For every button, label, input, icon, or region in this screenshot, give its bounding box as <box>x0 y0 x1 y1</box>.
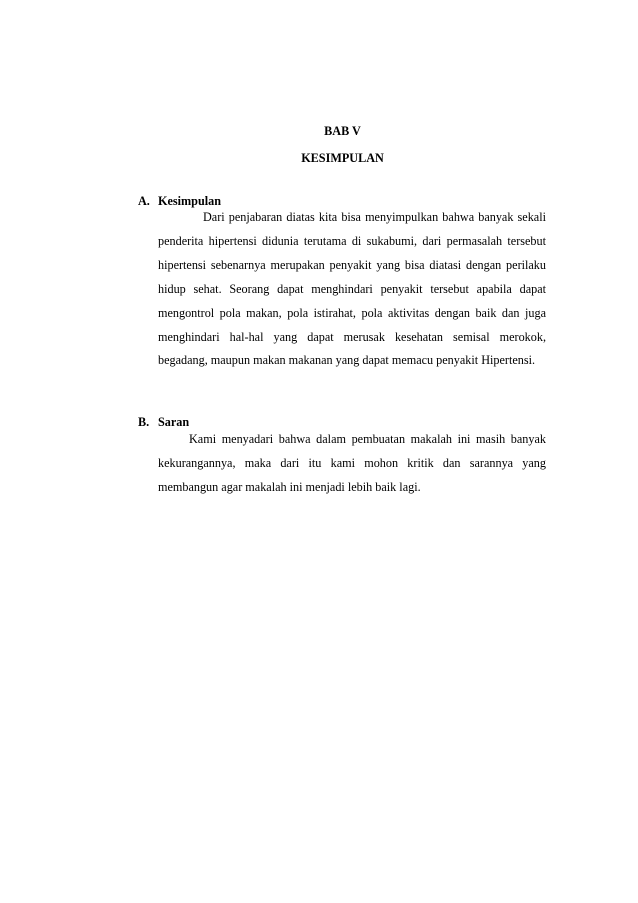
section-body-kesimpulan: Dari penjabaran diatas kita bisa menyimpulkan bahwa banyak sekali penderita hipertensi didunia terutama di sukabumi, dari permasalah tersebut hipertensi sebenarnya merupakan penyakit yang bisa diatasi dengan perilaku hidup sehat. Seorang dapat menghindari penyakit tersebut apabila dapat mengontrol pola makan, pola istirahat, pola aktivitas dengan baik dan juga menghindari hal-hal yang dapat merusak kesehatan semisal merokok, begadang, maupun makan makanan yang dapat memacu penyakit Hipertensi. <box>158 210 546 368</box>
section-marker: A. <box>138 194 150 208</box>
section-marker: B. <box>138 415 150 429</box>
section-body-saran: Kami menyadari bahwa dalam pembuatan makalah ini masih banyak kekurangannya, maka dari itu kami mohon kritik dan sarannya yang membangun agar makalah ini menjadi lebih baik lagi. <box>158 432 546 494</box>
section-heading-label: Saran <box>158 415 190 429</box>
chapter-number: BAB V <box>324 124 361 138</box>
chapter-title: KESIMPULAN <box>301 151 384 165</box>
section-heading-label: Kesimpulan <box>158 194 221 208</box>
